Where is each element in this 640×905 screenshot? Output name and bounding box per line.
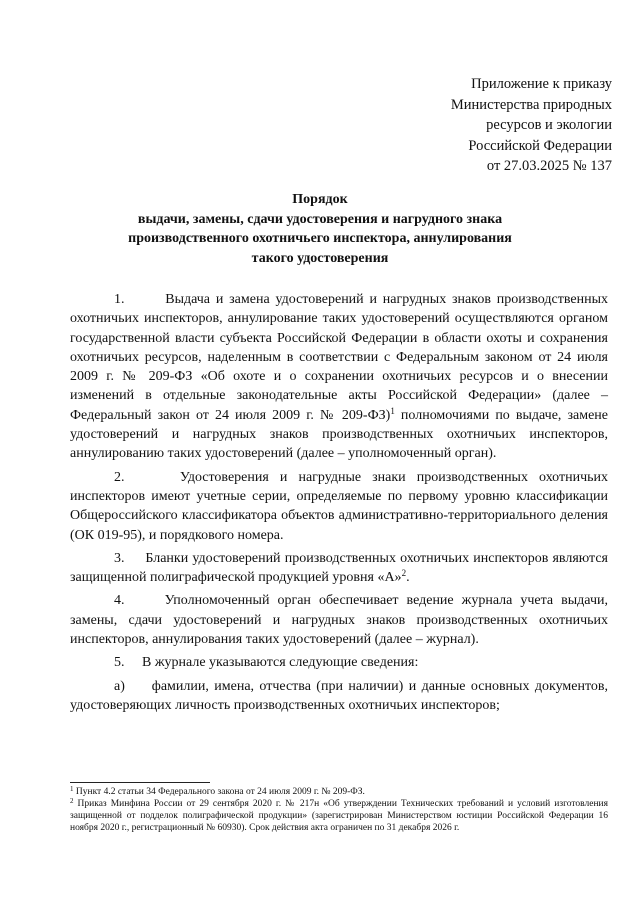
footnote-mark: 1: [70, 785, 74, 793]
annex-line: Министерства природных: [450, 96, 612, 113]
footnotes: [70, 786, 608, 834]
paragraph-2: 2. Удостоверения и нагрудные знаки производственных охотничьих инспекторов имеют учетные серии, определяемые по первому уровню классификации Общероссийского классификатора объектов административно-территориального деления (ОК 019-95), и порядкового номера.: [70, 469, 608, 543]
paragraph-1-text: 1. Выдача и замена удостоверений и нагрудных знаков производственных охотничьих инспекторов, аннулирование таких удостоверений осуществляются органом государственной власти субъекта Российской Федерации в области охоты и сохранения охотничьих ресурсов, наделенным в соответствии с Федеральным законом от 24 июля 2009 г. № 209-ФЗ «Об охоте и о сохранении охотничьих ресурсов и о внесении изменений в отдельные законодательные акты Российской Федерации» (далее – Федеральный закон от 24 июля 2009 г. № 209-ФЗ): [70, 292, 608, 423]
footnote-ref-1: 1: [390, 405, 395, 416]
title-line: Порядок: [292, 192, 348, 207]
footnote-ref-2: 2: [401, 568, 407, 579]
annex-line: Российской Федерации: [468, 137, 612, 154]
document-title: [60, 190, 580, 268]
title-line: производственного охотничьего инспектора, аннулирования: [128, 231, 512, 246]
annex-line: ресурсов и экологии: [486, 117, 612, 133]
paragraph-1-text-cont: полномочиями по выдаче, замене удостоверений и нагрудных знаков производственных охотничьих инспекторов, аннулированию таких удостоверений (далее – уполномоченный орган).: [70, 407, 609, 462]
paragraph-5: 5. В журнале указываются следующие сведения:: [114, 655, 419, 671]
paragraph-3-text-end: .: [406, 570, 410, 586]
paragraph-4: 4. Уполномоченный орган обеспечивает ведение журнала учета выдачи, замены, сдачи удостоверений и нагрудных знаков производственных охотничьих инспекторов, аннулирования таких удостоверений (далее – журнал).: [70, 593, 608, 648]
paragraph-3: [70, 549, 608, 588]
title-line: такого удостоверения: [251, 250, 389, 266]
footnote-mark: 2: [70, 797, 74, 805]
paragraph-3-text: 3. Бланки удостоверений производственных охотничьих инспекторов являются защищенной полиграфической продукцией уровня «А»: [70, 550, 608, 586]
footnote-text: Пункт 4.2 статьи 34 Федерального закона от 24 июля 2009 г. № 209-ФЗ.: [73, 787, 365, 797]
footnote-2: [70, 798, 608, 834]
footnote-text: Приказ Минфина России от 29 сентября 2020 г. № 217н «Об утверждении Технических требований и условий изготовления защищенной от подделок полиграфической продукции» (зарегистрирован Министерством юстиции Российской Федерации 16 ноября 2020 г., регистрационный № 60930). Срок действия акта ограничен по 31 декабря 2026 г.: [70, 799, 608, 833]
annex-header: [422, 74, 612, 177]
paragraph-1: [70, 290, 608, 464]
subparagraph-a: а) фамилии, имена, отчества (при наличии) и данные основных документов, удостоверяющих личность производственных охотничьих инспекторов;: [70, 678, 608, 713]
annex-line: от 27.03.2025 № 137: [486, 158, 612, 174]
footnote-divider: [70, 782, 210, 783]
document-body: [70, 290, 608, 715]
annex-line: Приложение к приказу: [471, 76, 612, 92]
footnote-1: [70, 786, 608, 798]
title-line: выдачи, замены, сдачи удостоверения и нагрудного знака: [137, 211, 503, 227]
